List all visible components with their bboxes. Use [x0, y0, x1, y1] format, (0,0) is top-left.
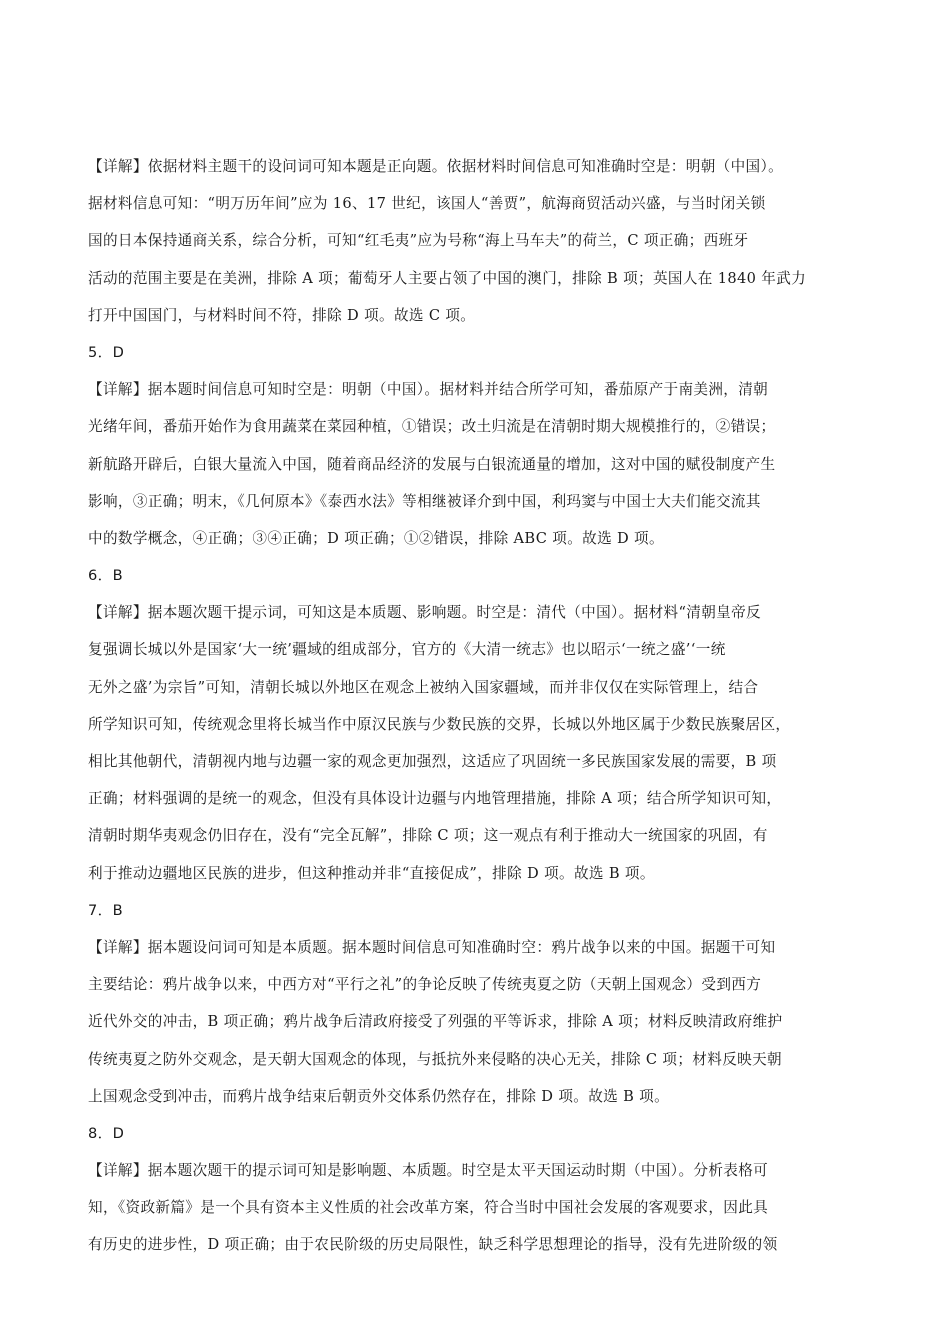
explanation-line: 近代外交的冲击，B 项正确；鸦片战争后清政府接受了列强的平等诉求，排除 A 项；材料反映清政府维护 [88, 1013, 783, 1031]
explanation-line: 利于推动边疆地区民族的进步，但这种推动并非“直接促成”，排除 D 项。故选 B 项。 [88, 864, 655, 882]
explanation-line: 【详解】据本题设问词可知是本质题。据本题时间信息可知准确时空：鸦片战争以来的中国。据题干可知 [88, 938, 776, 956]
answer-block-7 [88, 892, 888, 1115]
answer-block-6 [88, 557, 888, 892]
explanation-line: 光绪年间，番茄开始作为食用蔬菜在菜园种植，①错误；改土归流是在清朝时期大规模推行的，②错误； [88, 418, 776, 436]
explanation-line: 【详解】依据材料主题干的设问词可知本题是正向题。依据材料时间信息可知准确时空是：明朝（中国）。 [88, 158, 784, 175]
explanation-line: 相比其他朝代，清朝视内地与边疆一家的观念更加强烈，这适应了巩固统一多民族国家发展的需要，B 项 [88, 753, 777, 770]
explanation-line: 知，《资政新篇》是一个具有资本主义性质的社会改革方案，符合当时中国社会发展的客观要求，因此具 [88, 1199, 769, 1217]
explanation-line: 主要结论：鸦片战争以来，中西方对“平行之礼”的争论反映了传统夷夏之防（天朝上国观念）受到西方 [88, 976, 762, 994]
explanation-line: 清朝时期华夷观念仍旧存在，没有“完全瓦解”，排除 C 项；这一观点有利于推动大一统国家的巩固，有 [88, 827, 768, 845]
answer-block-5 [88, 334, 888, 557]
answer-block-4 [88, 148, 888, 334]
question-number: 5．D [88, 343, 125, 361]
explanation-line: 有历史的进步性，D 项正确；由于农民阶级的历史局限性，缺乏科学思想理论的指导，没有先进阶级的领 [88, 1236, 778, 1254]
explanation-line: 新航路开辟后，白银大量流入中国，随着商品经济的发展与白银流通量的增加，这对中国的赋役制度产生 [88, 455, 776, 473]
explanation-line: 所学知识可知，传统观念里将长城当作中原汉民族与少数民族的交界，长城以外地区属于少数民族聚居区， [88, 715, 791, 733]
explanation-line: 无外之盛’为宗旨”可知，清朝长城以外地区在观念上被纳入国家疆域，而并非仅仅在实际管理上，结合 [88, 678, 759, 696]
explanation-line: 复强调长城以外是国家‘大一统’疆域的组成部分，官方的《大清一统志》也以昭示‘一统之盛’‘一统 [88, 641, 726, 659]
explanation-line: 打开中国国门，与材料时间不符，排除 D 项。故选 C 项。 [88, 306, 476, 324]
answer-explanations [88, 148, 888, 1264]
question-number: 7．B [88, 901, 123, 919]
question-number: 6．B [88, 567, 123, 585]
explanation-line: 活动的范围主要是在美洲，排除 A 项；葡萄牙人主要占领了中国的澳门，排除 B 项；英国人在 1840 年武力 [88, 269, 807, 287]
explanation-line: 正确；材料强调的是统一的观念，但没有具体设计边疆与内地管理措施，排除 A 项；结合所学知识可知， [88, 790, 782, 808]
question-number: 8．D [88, 1124, 125, 1142]
explanation-line: 【详解】据本题次题干提示词，可知这是本质题、影响题。时空是：清代（中国）。据材料“清朝皇帝反 [88, 604, 761, 622]
explanation-line: 传统夷夏之防外交观念，是天朝大国观念的体现，与抵抗外来侵略的决心无关，排除 C 项；材料反映天朝 [88, 1050, 782, 1068]
explanation-line: 中的数学概念，④正确；③④正确；D 项正确；①②错误，排除 ABC 项。故选 D 项。 [88, 529, 664, 547]
explanation-line: 国的日本保持通商关系，综合分析，可知“红毛夷”应为号称“海上马车夫”的荷兰，C 项正确；西班牙 [88, 232, 749, 250]
answer-block-8 [88, 1115, 888, 1264]
explanation-line: 【详解】据本题时间信息可知时空是：明朝（中国）。据材料并结合所学可知，番茄原产于南美洲，清朝 [88, 381, 769, 399]
explanation-line: 影响，③正确；明末，《几何原本》《泰西水法》等相继被译介到中国，利玛窦与中国士大夫们能交流其 [88, 492, 761, 510]
explanation-line: 【详解】据本题次题干的提示词可知是影响题、本质题。时空是太平天国运动时期（中国）。分析表格可 [88, 1162, 769, 1180]
explanation-line: 据材料信息可知：“明万历年间”应为 16、17 世纪，该国人“善贾”，航海商贸活动兴盛，与当时闭关锁 [88, 195, 766, 213]
explanation-line: 上国观念受到冲击，而鸦片战争结束后朝贡外交体系仍然存在，排除 D 项。故选 B 项。 [88, 1087, 670, 1105]
